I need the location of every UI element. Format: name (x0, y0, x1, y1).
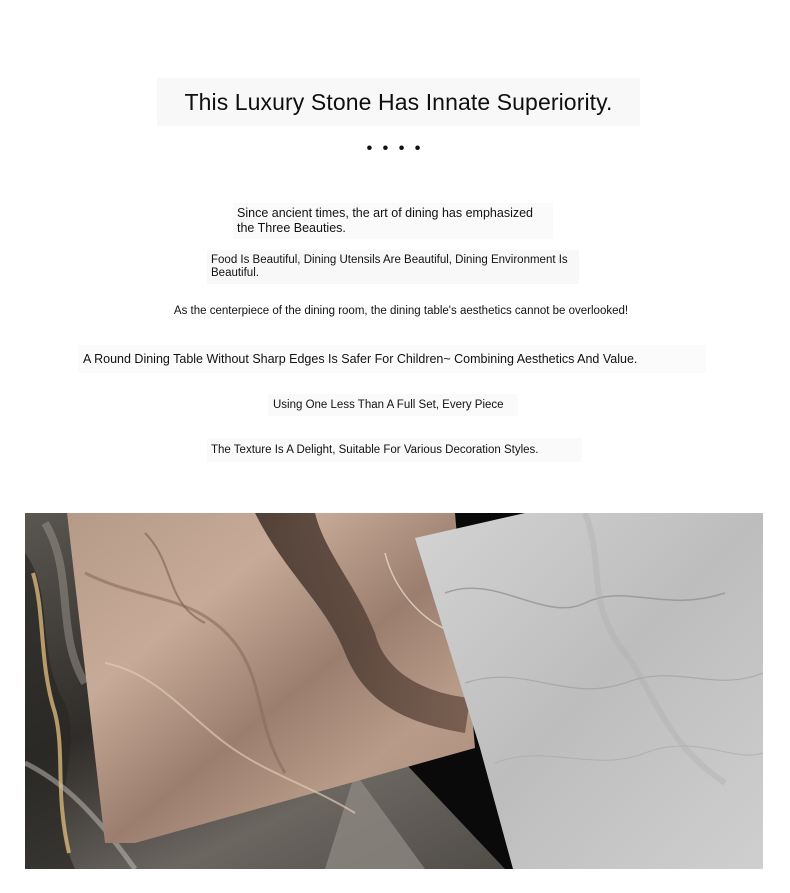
centerpiece-text: As the centerpiece of the dining room, the dining table's aesthetics cannot be overlooked! (173, 305, 629, 317)
marble-slabs-image (25, 513, 763, 869)
intro-text: Since ancient times, the art of dining has emphasized the Three Beauties. (233, 203, 553, 239)
texture-text: The Texture Is A Delight, Suitable For Various Decoration Styles. (207, 438, 582, 462)
full-set-text: Using One Less Than A Full Set, Every Piece (268, 394, 518, 416)
dot-separator: • • • • (366, 140, 424, 157)
three-beauties-text: Food Is Beautiful, Dining Utensils Are Beautiful, Dining Environment Is Beautiful. (207, 250, 579, 284)
round-table-text: A Round Dining Table Without Sharp Edges Is Safer For Children~ Combining Aesthetics And Value. (78, 345, 706, 373)
page-title: This Luxury Stone Has Innate Superiority. (157, 78, 640, 126)
